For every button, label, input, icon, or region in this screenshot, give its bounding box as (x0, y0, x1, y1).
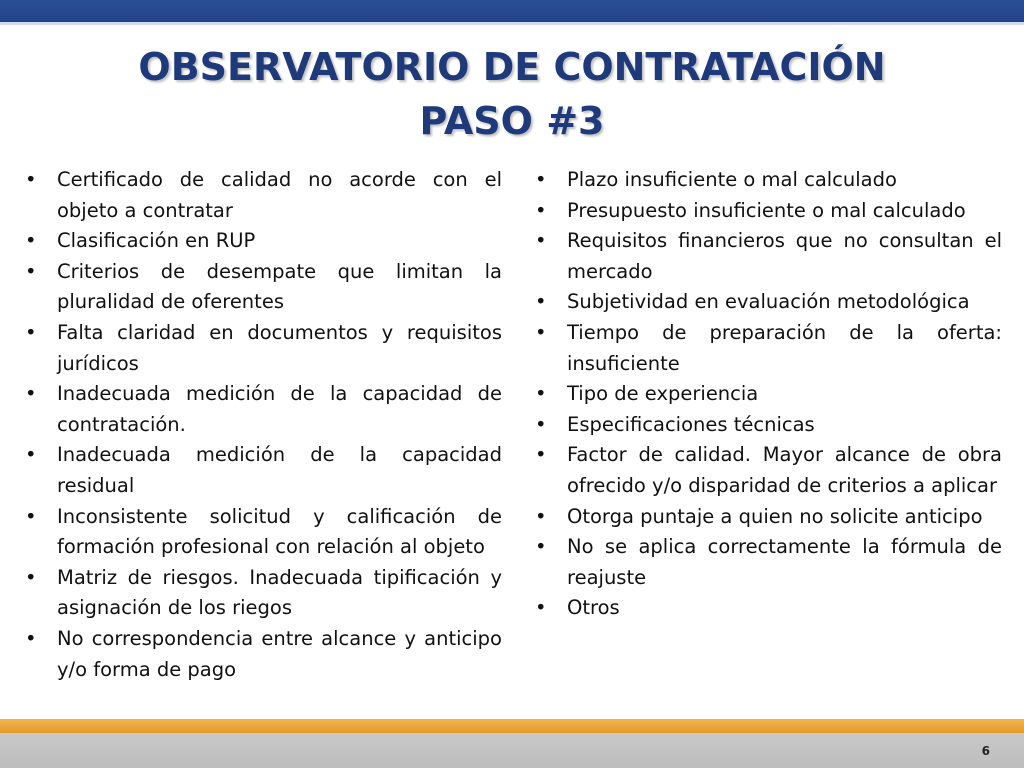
top-banner-stripe (0, 22, 1024, 25)
bullet-item: • Tipo de experiencia (532, 379, 1002, 410)
bullet-item: • Tiempo de preparación de la oferta: insuficiente (532, 318, 1002, 379)
page-number: 6 (981, 744, 990, 758)
slide-title-line-2: PASO #3 (419, 99, 605, 143)
bullet-item: • Requisitos financieros que no consultan el mercado (532, 226, 1002, 287)
bullet-item: • Inadecuada medición de la capacidad residual (22, 440, 502, 501)
bullet-item: • Especificaciones técnicas (532, 410, 1002, 441)
bullet-item: • No correspondencia entre alcance y anticipo y/o forma de pago (22, 624, 502, 685)
footer-bar (0, 733, 1024, 768)
footer-accent-bar (0, 719, 1024, 733)
bullet-item: • Presupuesto insuficiente o mal calculado (532, 196, 1002, 227)
bullet-item: • Criterios de desempate que limitan la pluralidad de oferentes (22, 257, 502, 318)
bullet-item: • Matriz de riesgos. Inadecuada tipificación y asignación de los riegos (22, 563, 502, 624)
bullet-item: • Clasificación en RUP (22, 226, 502, 257)
slide-title-line-1: OBSERVATORIO DE CONTRATACIÓN (138, 45, 886, 89)
bullet-item: • Subjetividad en evaluación metodológica (532, 287, 1002, 318)
bullet-item: • Factor de calidad. Mayor alcance de obra ofrecido y/o disparidad de criterios a aplicar (532, 440, 1002, 501)
bullet-item: • Falta claridad en documentos y requisitos jurídicos (22, 318, 502, 379)
bullet-item: • Inconsistente solicitud y calificación de formación profesional con relación al objeto (22, 502, 502, 563)
bullet-item: • Otros (532, 593, 1002, 624)
bullet-item: • No se aplica correctamente la fórmula de reajuste (532, 532, 1002, 593)
bullet-item: • Otorga puntaje a quien no solicite anticipo (532, 502, 1002, 533)
left-bullet-list (22, 165, 502, 685)
top-banner (0, 0, 1024, 22)
bullet-item: • Inadecuada medición de la capacidad de contratación. (22, 379, 502, 440)
bullet-item: • Plazo insuficiente o mal calculado (532, 165, 1002, 196)
bullet-item: • Certificado de calidad no acorde con el objeto a contratar (22, 165, 502, 226)
right-bullet-list (532, 165, 1002, 624)
slide-title (0, 40, 1024, 148)
